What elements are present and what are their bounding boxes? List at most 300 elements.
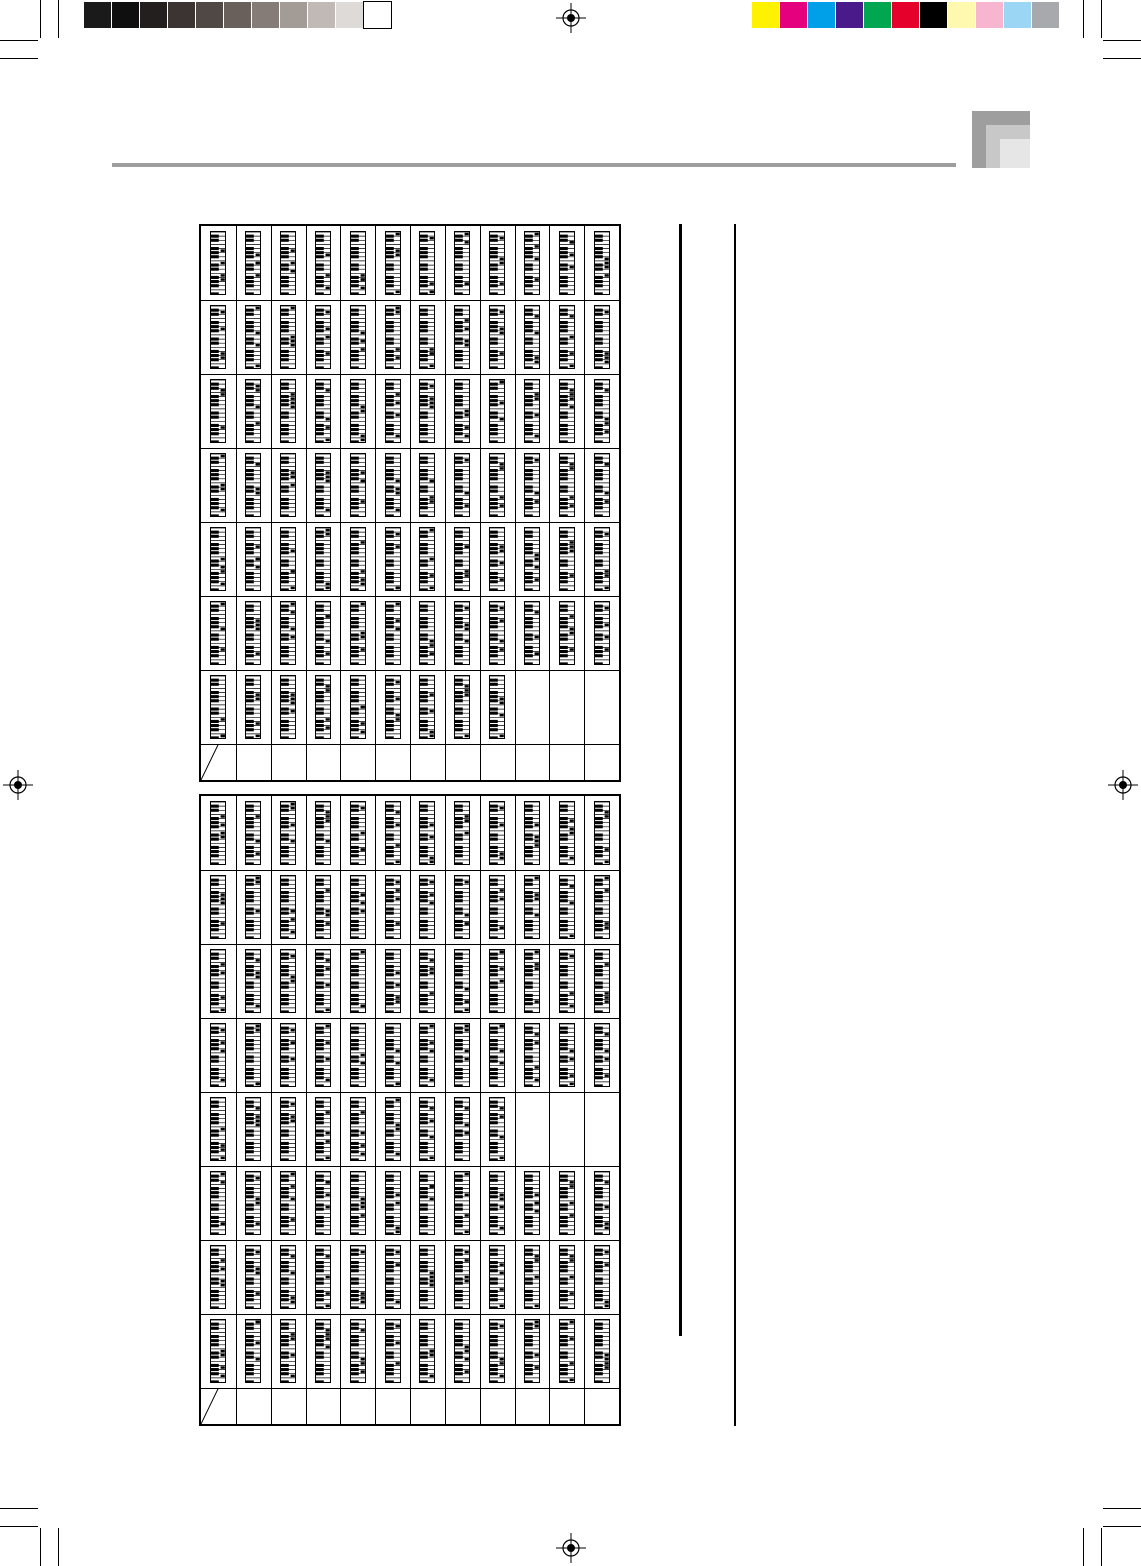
keyboard-chord-diagram-icon <box>245 1245 261 1309</box>
keyboard-chord-diagram-icon <box>350 231 366 295</box>
chord-cell <box>245 675 261 744</box>
chord-cell <box>489 453 505 522</box>
keyboard-chord-diagram-icon <box>385 601 401 665</box>
keyboard-chord-diagram-icon <box>280 801 296 865</box>
chord-cell <box>245 305 261 374</box>
keyboard-chord-diagram-icon <box>245 1171 261 1235</box>
table-column-divider <box>515 796 516 1424</box>
chord-cell <box>315 527 331 596</box>
keyboard-chord-diagram-icon <box>385 875 401 939</box>
chord-cell <box>315 675 331 744</box>
keyboard-chord-diagram-icon <box>489 453 505 517</box>
keyboard-chord-diagram-icon <box>594 875 610 939</box>
table-column-divider <box>515 226 516 780</box>
keyboard-chord-diagram-icon <box>280 1245 296 1309</box>
table-row-divider <box>201 1018 619 1019</box>
keyboard-chord-diagram-icon <box>280 231 296 295</box>
keyboard-chord-diagram-icon <box>210 527 226 591</box>
table-column-divider <box>410 796 411 1424</box>
chord-cell <box>385 231 401 300</box>
keyboard-chord-diagram-icon <box>280 1319 296 1383</box>
keyboard-chord-diagram-icon <box>489 1245 505 1309</box>
keyboard-chord-diagram-icon <box>559 527 575 591</box>
keyboard-chord-diagram-icon <box>594 949 610 1013</box>
keyboard-chord-diagram-icon <box>489 1097 505 1161</box>
keyboard-chord-diagram-icon <box>385 801 401 865</box>
keyboard-chord-diagram-icon <box>210 453 226 517</box>
keyboard-chord-diagram-icon <box>419 1319 435 1383</box>
chord-cell <box>280 379 296 448</box>
chord-cell <box>245 1023 261 1092</box>
chord-cell <box>419 231 435 300</box>
chord-cell <box>350 379 366 448</box>
chord-cell <box>315 1245 331 1314</box>
chord-cell <box>385 675 401 744</box>
keyboard-chord-diagram-icon <box>524 1245 540 1309</box>
chord-cell <box>350 1023 366 1092</box>
chord-cell <box>559 453 575 522</box>
keyboard-chord-diagram-icon <box>350 601 366 665</box>
chord-cell <box>489 379 505 448</box>
chord-cell <box>594 1171 610 1240</box>
chord-cell <box>245 1171 261 1240</box>
chord-cell <box>524 875 540 944</box>
chord-cell <box>280 231 296 300</box>
chord-cell <box>350 1171 366 1240</box>
keyboard-chord-diagram-icon <box>245 1319 261 1383</box>
chord-cell <box>454 949 470 1018</box>
keyboard-chord-diagram-icon <box>385 1245 401 1309</box>
keyboard-chord-diagram-icon <box>210 231 226 295</box>
keyboard-chord-diagram-icon <box>419 305 435 369</box>
registration-mark-right-icon <box>1108 770 1138 800</box>
keyboard-chord-diagram-icon <box>315 601 331 665</box>
color-swatch <box>808 2 835 28</box>
keyboard-chord-diagram-icon <box>524 601 540 665</box>
keyboard-chord-diagram-icon <box>454 231 470 295</box>
chord-cell <box>210 801 226 870</box>
chord-cell <box>385 379 401 448</box>
chord-cell <box>524 1245 540 1314</box>
table-column-divider <box>236 796 237 1424</box>
registration-mark-left-icon <box>3 770 33 800</box>
chord-cell <box>524 453 540 522</box>
keyboard-chord-diagram-icon <box>350 1245 366 1309</box>
keyboard-chord-diagram-icon <box>245 1023 261 1087</box>
keyboard-chord-diagram-icon <box>419 949 435 1013</box>
chord-cell <box>489 1097 505 1166</box>
table-column-divider <box>480 796 481 1424</box>
table-column-divider <box>340 226 341 780</box>
keyboard-chord-diagram-icon <box>280 379 296 443</box>
color-swatch <box>752 2 779 28</box>
table-row-divider <box>201 1314 619 1315</box>
keyboard-chord-diagram-icon <box>454 1319 470 1383</box>
keyboard-chord-diagram-icon <box>559 1023 575 1087</box>
keyboard-chord-diagram-icon <box>245 675 261 739</box>
keyboard-chord-diagram-icon <box>419 231 435 295</box>
chord-cell <box>245 875 261 944</box>
keyboard-chord-diagram-icon <box>594 1319 610 1383</box>
chord-cell <box>559 875 575 944</box>
table-column-divider <box>410 226 411 780</box>
chord-cell <box>559 379 575 448</box>
color-swatch <box>1004 2 1031 28</box>
keyboard-chord-diagram-icon <box>559 801 575 865</box>
keyboard-chord-diagram-icon <box>419 453 435 517</box>
chord-cell <box>315 1023 331 1092</box>
keyboard-chord-diagram-icon <box>454 1171 470 1235</box>
chord-cell <box>385 527 401 596</box>
keyboard-chord-diagram-icon <box>594 1245 610 1309</box>
chord-cell <box>385 601 401 670</box>
color-swatch <box>920 2 947 28</box>
chord-cell <box>245 1245 261 1314</box>
keyboard-chord-diagram-icon <box>315 527 331 591</box>
keyboard-chord-diagram-icon <box>594 305 610 369</box>
chord-cell <box>245 1319 261 1388</box>
chord-cell <box>315 949 331 1018</box>
keyboard-chord-diagram-icon <box>315 801 331 865</box>
chord-cell <box>524 601 540 670</box>
table-column-divider <box>445 226 446 780</box>
table-column-divider <box>549 226 550 780</box>
chord-cell <box>524 305 540 374</box>
color-swatch <box>1032 2 1059 28</box>
chord-cell <box>489 801 505 870</box>
keyboard-chord-diagram-icon <box>524 453 540 517</box>
chord-cell <box>245 231 261 300</box>
chord-cell <box>210 1097 226 1166</box>
keyboard-chord-diagram-icon <box>280 601 296 665</box>
keyboard-chord-diagram-icon <box>524 231 540 295</box>
chord-cell <box>315 875 331 944</box>
keyboard-chord-diagram-icon <box>245 305 261 369</box>
chord-cell <box>489 1245 505 1314</box>
chord-cell <box>210 1023 226 1092</box>
chord-cell <box>594 601 610 670</box>
chord-cell <box>385 1097 401 1166</box>
table-row-divider <box>201 670 619 671</box>
chord-cell <box>489 875 505 944</box>
keyboard-chord-diagram-icon <box>489 875 505 939</box>
keyboard-chord-diagram-icon <box>594 801 610 865</box>
keyboard-chord-diagram-icon <box>594 453 610 517</box>
chord-cell <box>489 949 505 1018</box>
keyboard-chord-diagram-icon <box>245 453 261 517</box>
chord-cell <box>524 1023 540 1092</box>
chord-cell <box>559 949 575 1018</box>
keyboard-chord-diagram-icon <box>315 305 331 369</box>
chord-cell <box>385 1171 401 1240</box>
chord-cell <box>559 601 575 670</box>
chord-cell <box>210 875 226 944</box>
keyboard-chord-diagram-icon <box>350 801 366 865</box>
keyboard-chord-diagram-icon <box>315 1171 331 1235</box>
chord-cell <box>280 601 296 670</box>
chord-cell <box>419 949 435 1018</box>
margin-rule-inner <box>679 224 682 1336</box>
chord-cell <box>594 875 610 944</box>
chord-cell <box>350 527 366 596</box>
chord-cell <box>210 527 226 596</box>
chord-cell <box>210 1171 226 1240</box>
chord-cell <box>489 1171 505 1240</box>
table-row-divider <box>201 300 619 301</box>
table-column-divider <box>584 796 585 1424</box>
table-column-divider <box>375 796 376 1424</box>
chord-cell <box>419 1023 435 1092</box>
keyboard-chord-diagram-icon <box>489 527 505 591</box>
chord-cell <box>594 1023 610 1092</box>
keyboard-chord-diagram-icon <box>245 801 261 865</box>
keyboard-chord-diagram-icon <box>419 675 435 739</box>
table-row-divider <box>201 1240 619 1241</box>
chord-cell <box>385 949 401 1018</box>
keyboard-chord-diagram-icon <box>385 453 401 517</box>
chord-cell <box>315 453 331 522</box>
keyboard-chord-diagram-icon <box>385 1171 401 1235</box>
chord-cell <box>385 453 401 522</box>
keyboard-chord-diagram-icon <box>594 527 610 591</box>
chord-cell <box>210 231 226 300</box>
chord-cell <box>419 1097 435 1166</box>
chord-cell <box>280 1245 296 1314</box>
keyboard-chord-diagram-icon <box>489 1171 505 1235</box>
chord-cell <box>210 1245 226 1314</box>
keyboard-chord-diagram-icon <box>210 1097 226 1161</box>
keyboard-chord-diagram-icon <box>350 1097 366 1161</box>
keyboard-chord-diagram-icon <box>280 1023 296 1087</box>
chord-cell <box>454 1023 470 1092</box>
keyboard-chord-diagram-icon <box>350 453 366 517</box>
keyboard-chord-diagram-icon <box>594 1171 610 1235</box>
chord-cell <box>419 305 435 374</box>
keyboard-chord-diagram-icon <box>489 601 505 665</box>
chord-cell <box>280 527 296 596</box>
registration-mark-bottom-icon <box>556 1533 586 1563</box>
keyboard-chord-diagram-icon <box>419 801 435 865</box>
keyboard-chord-diagram-icon <box>559 601 575 665</box>
keyboard-chord-diagram-icon <box>524 801 540 865</box>
keyboard-chord-diagram-icon <box>419 1245 435 1309</box>
keyboard-chord-diagram-icon <box>524 875 540 939</box>
chord-cell <box>454 1171 470 1240</box>
chord-cell <box>594 231 610 300</box>
keyboard-chord-diagram-icon <box>385 1319 401 1383</box>
keyboard-chord-diagram-icon <box>524 1023 540 1087</box>
chord-cell <box>559 305 575 374</box>
keyboard-chord-diagram-icon <box>454 675 470 739</box>
chord-cell <box>280 875 296 944</box>
chord-cell <box>245 1097 261 1166</box>
keyboard-chord-diagram-icon <box>385 305 401 369</box>
keyboard-chord-diagram-icon <box>245 527 261 591</box>
color-swatch <box>976 2 1003 28</box>
registration-mark-top-icon <box>556 3 586 33</box>
keyboard-chord-diagram-icon <box>559 453 575 517</box>
table-column-divider <box>584 226 585 780</box>
chord-cell <box>245 801 261 870</box>
keyboard-chord-diagram-icon <box>280 949 296 1013</box>
chord-cell <box>350 1097 366 1166</box>
chord-cell <box>594 527 610 596</box>
table-row-divider <box>201 374 619 375</box>
chord-cell <box>350 1319 366 1388</box>
chord-cell <box>280 453 296 522</box>
keyboard-chord-diagram-icon <box>419 1097 435 1161</box>
keyboard-chord-diagram-icon <box>559 875 575 939</box>
keyboard-chord-diagram-icon <box>454 527 470 591</box>
keyboard-chord-diagram-icon <box>315 875 331 939</box>
keyboard-chord-diagram-icon <box>210 1245 226 1309</box>
chord-cell <box>489 675 505 744</box>
chord-cell <box>419 601 435 670</box>
chord-cell <box>280 801 296 870</box>
color-swatch <box>836 2 863 28</box>
chord-cell <box>385 801 401 870</box>
table-corner-diagonal <box>201 744 236 780</box>
color-swatch <box>892 2 919 28</box>
table-column-divider <box>375 226 376 780</box>
chord-cell <box>315 801 331 870</box>
chord-cell <box>280 675 296 744</box>
keyboard-chord-diagram-icon <box>210 601 226 665</box>
keyboard-chord-diagram-icon <box>454 601 470 665</box>
chord-cell <box>524 379 540 448</box>
chord-cell <box>524 1171 540 1240</box>
keyboard-chord-diagram-icon <box>454 1097 470 1161</box>
chord-cell <box>489 305 505 374</box>
keyboard-chord-diagram-icon <box>594 601 610 665</box>
keyboard-chord-diagram-icon <box>350 1171 366 1235</box>
keyboard-chord-diagram-icon <box>489 801 505 865</box>
keyboard-chord-diagram-icon <box>454 801 470 865</box>
chord-cell <box>559 527 575 596</box>
chord-cell <box>350 675 366 744</box>
keyboard-chord-diagram-icon <box>454 875 470 939</box>
table-column-divider <box>549 796 550 1424</box>
keyboard-chord-diagram-icon <box>350 527 366 591</box>
keyboard-chord-diagram-icon <box>559 1245 575 1309</box>
table-row-divider <box>201 596 619 597</box>
header-rule <box>112 163 956 167</box>
chord-cell <box>350 949 366 1018</box>
keyboard-chord-diagram-icon <box>350 1023 366 1087</box>
keyboard-chord-diagram-icon <box>489 305 505 369</box>
keyboard-chord-diagram-icon <box>210 875 226 939</box>
chord-cell <box>210 675 226 744</box>
keyboard-chord-diagram-icon <box>559 305 575 369</box>
keyboard-chord-diagram-icon <box>454 379 470 443</box>
chord-cell <box>210 453 226 522</box>
keyboard-chord-diagram-icon <box>350 305 366 369</box>
table-column-divider <box>480 226 481 780</box>
chord-cell <box>594 1245 610 1314</box>
chord-cell <box>280 1097 296 1166</box>
keyboard-chord-diagram-icon <box>315 1245 331 1309</box>
chord-cell <box>594 379 610 448</box>
keyboard-chord-diagram-icon <box>280 1097 296 1161</box>
chord-cell <box>315 601 331 670</box>
chord-cell <box>419 379 435 448</box>
table-column-divider <box>271 226 272 780</box>
keyboard-chord-diagram-icon <box>419 379 435 443</box>
table-row-divider <box>201 448 619 449</box>
keyboard-chord-diagram-icon <box>385 527 401 591</box>
keyboard-chord-diagram-icon <box>524 1319 540 1383</box>
chord-cell <box>280 1023 296 1092</box>
keyboard-chord-diagram-icon <box>454 305 470 369</box>
table-row-divider <box>201 1092 619 1093</box>
keyboard-chord-diagram-icon <box>524 949 540 1013</box>
keyboard-chord-diagram-icon <box>315 453 331 517</box>
keyboard-chord-diagram-icon <box>594 231 610 295</box>
chord-cell <box>385 875 401 944</box>
keyboard-chord-diagram-icon <box>419 1023 435 1087</box>
chord-cell <box>454 801 470 870</box>
keyboard-chord-diagram-icon <box>350 949 366 1013</box>
chord-cell <box>315 1097 331 1166</box>
chord-cell <box>454 1319 470 1388</box>
keyboard-chord-diagram-icon <box>280 875 296 939</box>
keyboard-chord-diagram-icon <box>594 1023 610 1087</box>
chord-cell <box>524 527 540 596</box>
keyboard-chord-diagram-icon <box>419 527 435 591</box>
keyboard-chord-diagram-icon <box>280 527 296 591</box>
keyboard-chord-diagram-icon <box>315 1023 331 1087</box>
chord-table-lower <box>199 794 621 1426</box>
keyboard-chord-diagram-icon <box>559 1319 575 1383</box>
chord-cell <box>454 527 470 596</box>
chord-cell <box>315 305 331 374</box>
keyboard-chord-diagram-icon <box>210 675 226 739</box>
keyboard-chord-diagram-icon <box>350 379 366 443</box>
keyboard-chord-diagram-icon <box>350 1319 366 1383</box>
chord-cell <box>489 231 505 300</box>
keyboard-chord-diagram-icon <box>210 1171 226 1235</box>
chord-cell <box>454 1097 470 1166</box>
keyboard-chord-diagram-icon <box>245 875 261 939</box>
chord-cell <box>385 1245 401 1314</box>
keyboard-chord-diagram-icon <box>385 1023 401 1087</box>
chord-cell <box>524 1319 540 1388</box>
chord-cell <box>350 305 366 374</box>
keyboard-chord-diagram-icon <box>315 949 331 1013</box>
table-column-divider <box>271 796 272 1424</box>
keyboard-chord-diagram-icon <box>280 453 296 517</box>
chord-cell <box>419 1319 435 1388</box>
table-row-divider <box>201 522 619 523</box>
keyboard-chord-diagram-icon <box>559 379 575 443</box>
corner-tab <box>972 111 1030 168</box>
chord-cell <box>419 527 435 596</box>
keyboard-chord-diagram-icon <box>489 949 505 1013</box>
keyboard-chord-diagram-icon <box>315 1097 331 1161</box>
chord-cell <box>315 379 331 448</box>
color-swatch <box>780 2 807 28</box>
keyboard-chord-diagram-icon <box>454 949 470 1013</box>
chord-cell <box>419 675 435 744</box>
keyboard-chord-diagram-icon <box>454 1245 470 1309</box>
chord-cell <box>524 949 540 1018</box>
chord-cell <box>454 875 470 944</box>
chord-cell <box>280 305 296 374</box>
keyboard-chord-diagram-icon <box>210 949 226 1013</box>
chord-cell <box>419 1171 435 1240</box>
chord-cell <box>594 949 610 1018</box>
keyboard-chord-diagram-icon <box>280 1171 296 1235</box>
